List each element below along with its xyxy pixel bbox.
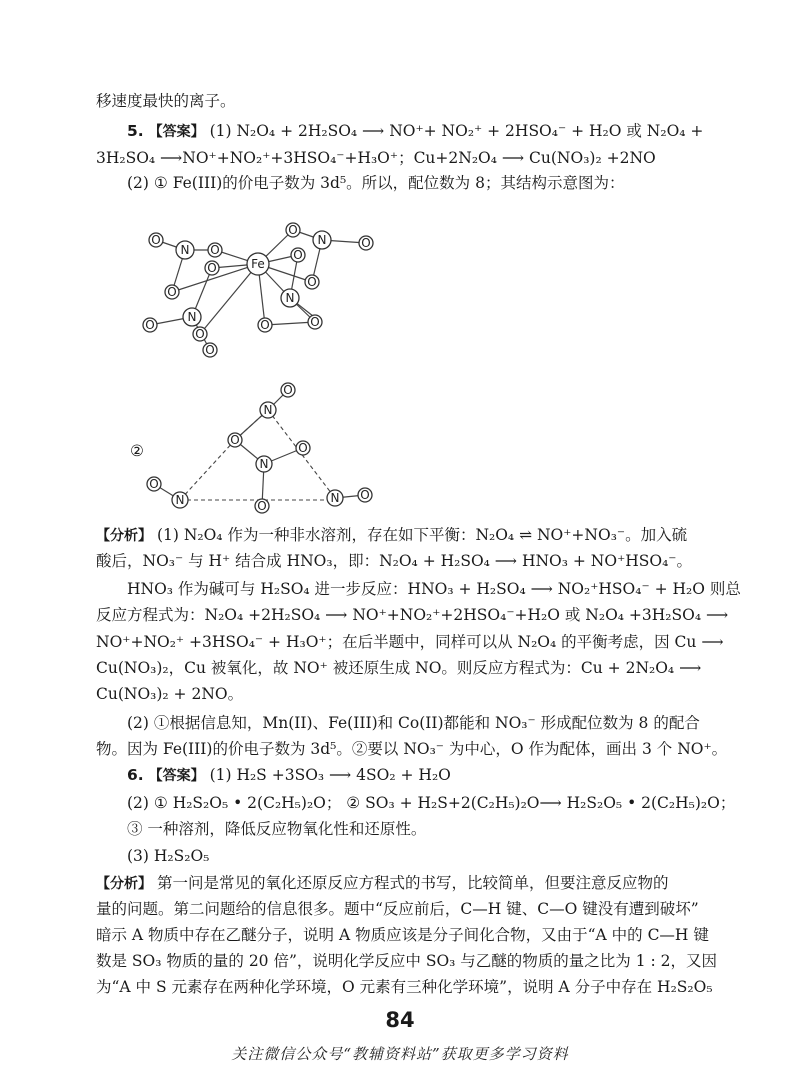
svg-text:O: O: [207, 261, 217, 275]
svg-text:N: N: [285, 291, 295, 305]
text-line: (2) ① Fe(III)的价电子数为 3d⁵。所以，配位数为 8；其结构示意图为：: [127, 174, 625, 192]
text-line: HNO₃ 作为碱可与 H₂SO₄ 进一步反应：HNO₃ + H₂SO₄ ⟶ NO₂⁺HSO₄⁻ + H₂O 则总: [127, 580, 741, 598]
atom-o: [258, 318, 272, 332]
no3-structure-diagram: [140, 380, 390, 520]
svg-text:O: O: [210, 243, 220, 257]
atom-o: [305, 275, 319, 289]
svg-text:O: O: [145, 318, 155, 332]
svg-text:O: O: [260, 318, 270, 332]
text-line: ③ 一种溶剂，降低反应物氧化性和还原性。: [127, 820, 427, 838]
atom-n: [183, 308, 201, 326]
text-line: Cu(NO₃)₂，Cu 被氧化，故 NO⁺ 被还原生成 NO。则反应方程式为：Cu + 2N₂O₄ ⟶: [96, 659, 702, 677]
svg-text:O: O: [195, 327, 205, 341]
atom-o: [203, 343, 217, 357]
text-line: (2) ①根据信息知，Mn(II)、Fe(III)和 Co(II)都能和 NO₃⁻ 形成配位数为 8 的配合: [127, 714, 700, 732]
analysis-label: 【分析】: [96, 528, 152, 544]
svg-text:N: N: [175, 493, 185, 507]
text-line: (3) H₂S₂O₅: [127, 847, 210, 865]
footer-text: 关注微信公众号“教辅资料站”获取更多学习资料: [231, 1045, 569, 1063]
svg-text:N: N: [259, 457, 269, 471]
text-line: 为“A 中 S 元素存在两种化学环境，O 元素有三种化学环境”，说明 A 分子中存在 H₂S₂O₅: [96, 978, 713, 996]
svg-text:N: N: [263, 403, 273, 417]
svg-text:N: N: [187, 310, 197, 324]
svg-text:O: O: [205, 343, 215, 357]
figure-2-label: ②: [130, 442, 144, 460]
svg-text:O: O: [360, 488, 370, 502]
svg-text:N: N: [317, 233, 327, 247]
atom-o: [286, 223, 300, 237]
atom-o: [358, 488, 372, 502]
text-line: 酸后，NO₃⁻ 与 H⁺ 结合成 HNO₃，即：N₂O₄ + H₂SO₄ ⟶ HNO₃ + NO⁺HSO₄⁻。: [96, 552, 692, 570]
text-line: 反应方程式为：N₂O₄ +2H₂SO₄ ⟶ NO⁺+NO₂⁺+2HSO₄⁻+H₂O 或 N₂O₄ +3H₂SO₄ ⟶: [96, 606, 729, 624]
svg-text:O: O: [288, 223, 298, 237]
atom-o: [165, 285, 179, 299]
atom-o: [291, 248, 305, 262]
atom-o: [149, 233, 163, 247]
answer-q6: 6. 【答案】 (1) H₂S +3SO₃ ⟶ 4SO₂ + H₂O: [127, 766, 451, 784]
svg-text:Fe: Fe: [251, 257, 265, 271]
atom-o: [228, 433, 242, 447]
svg-text:N: N: [330, 491, 340, 505]
svg-text:O: O: [310, 315, 320, 329]
atom-n: [256, 456, 272, 472]
atom-o: [143, 318, 157, 332]
text-line: 暗示 A 物质中存在乙醚分子，说明 A 物质应该是分子间化合物，又由于“A 中的 C—H 键: [96, 926, 709, 944]
answer-q5: 5. 【答案】 (1) N₂O₄ + 2H₂SO₄ ⟶ NO⁺+ NO₂⁺ + 2HSO₄⁻ + H₂O 或 N₂O₄ +: [127, 122, 704, 140]
atom-o: [208, 243, 222, 257]
atom-n: [313, 231, 331, 249]
atom-n: [260, 402, 276, 418]
analysis-q6: 【分析】 第一问是常见的氧化还原反应方程式的书写，比较简单，但要注意反应物的: [96, 874, 669, 892]
text-line: 移速度最快的离子。: [96, 92, 236, 110]
svg-text:O: O: [230, 433, 240, 447]
text-line: Cu(NO₃)₂ + 2NO。: [96, 685, 244, 703]
svg-text:O: O: [257, 499, 267, 513]
text-line: 数是 SO₃ 物质的量的 20 倍”，说明化学反应中 SO₃ 与乙醚的物质的量之比为 1 : 2，又因: [96, 952, 718, 970]
svg-text:O: O: [361, 236, 371, 250]
atom-fe: [247, 253, 269, 275]
atom-n: [176, 241, 194, 259]
atom-o: [281, 383, 295, 397]
answer-label: 【答案】: [148, 124, 205, 140]
atom-o: [296, 441, 310, 455]
svg-text:O: O: [283, 383, 293, 397]
svg-text:O: O: [151, 233, 161, 247]
analysis-q5: 【分析】 (1) N₂O₄ 作为一种非水溶剂，存在如下平衡：N₂O₄ ⇌ NO⁺+NO₃⁻。加入硫: [96, 526, 688, 544]
atom-o: [205, 261, 219, 275]
svg-text:O: O: [149, 477, 159, 491]
svg-text:O: O: [167, 285, 177, 299]
question-number: 5.: [127, 122, 144, 140]
svg-text:O: O: [298, 441, 308, 455]
atom-o: [255, 499, 269, 513]
question-number: 6.: [127, 766, 144, 784]
atom-o: [193, 327, 207, 341]
svg-text:O: O: [307, 275, 317, 289]
atom-o: [308, 315, 322, 329]
atom-n: [327, 490, 343, 506]
text-line: 3H₂SO₄ ⟶NO⁺+NO₂⁺+3HSO₄⁻+H₃O⁺；Cu+2N₂O₄ ⟶ Cu(NO₃)₂ +2NO: [96, 149, 656, 167]
fe-structure-diagram: [130, 210, 390, 370]
answer-label: 【答案】: [148, 768, 205, 784]
text-line: 物。因为 Fe(III)的价电子数为 3d⁵。②要以 NO₃⁻ 为中心，O 作为配体，画出 3 个 NO⁺。: [96, 740, 728, 758]
analysis-label: 【分析】: [96, 876, 152, 892]
text-line: (2) ① H₂S₂O₅ • 2(C₂H₅)₂O； ② SO₃ + H₂S+2(C₂H₅)₂O⟶ H₂S₂O₅ • 2(C₂H₅)₂O；: [127, 794, 736, 812]
svg-text:N: N: [180, 243, 190, 257]
atom-o: [147, 477, 161, 491]
atom-n: [172, 492, 188, 508]
svg-text:O: O: [293, 248, 303, 262]
text-line: 量的问题。第二问题给的信息很多。题中“反应前后，C—H 键、C—O 键没有遭到破坏”: [96, 900, 699, 918]
atom-o: [359, 236, 373, 250]
text-line: NO⁺+NO₂⁺ +3HSO₄⁻ + H₃O⁺；在后半题中，同样可以从 N₂O₄ 的平衡考虑，因 Cu ⟶: [96, 633, 724, 651]
page-number: 84: [385, 1008, 415, 1032]
atom-n: [281, 289, 299, 307]
